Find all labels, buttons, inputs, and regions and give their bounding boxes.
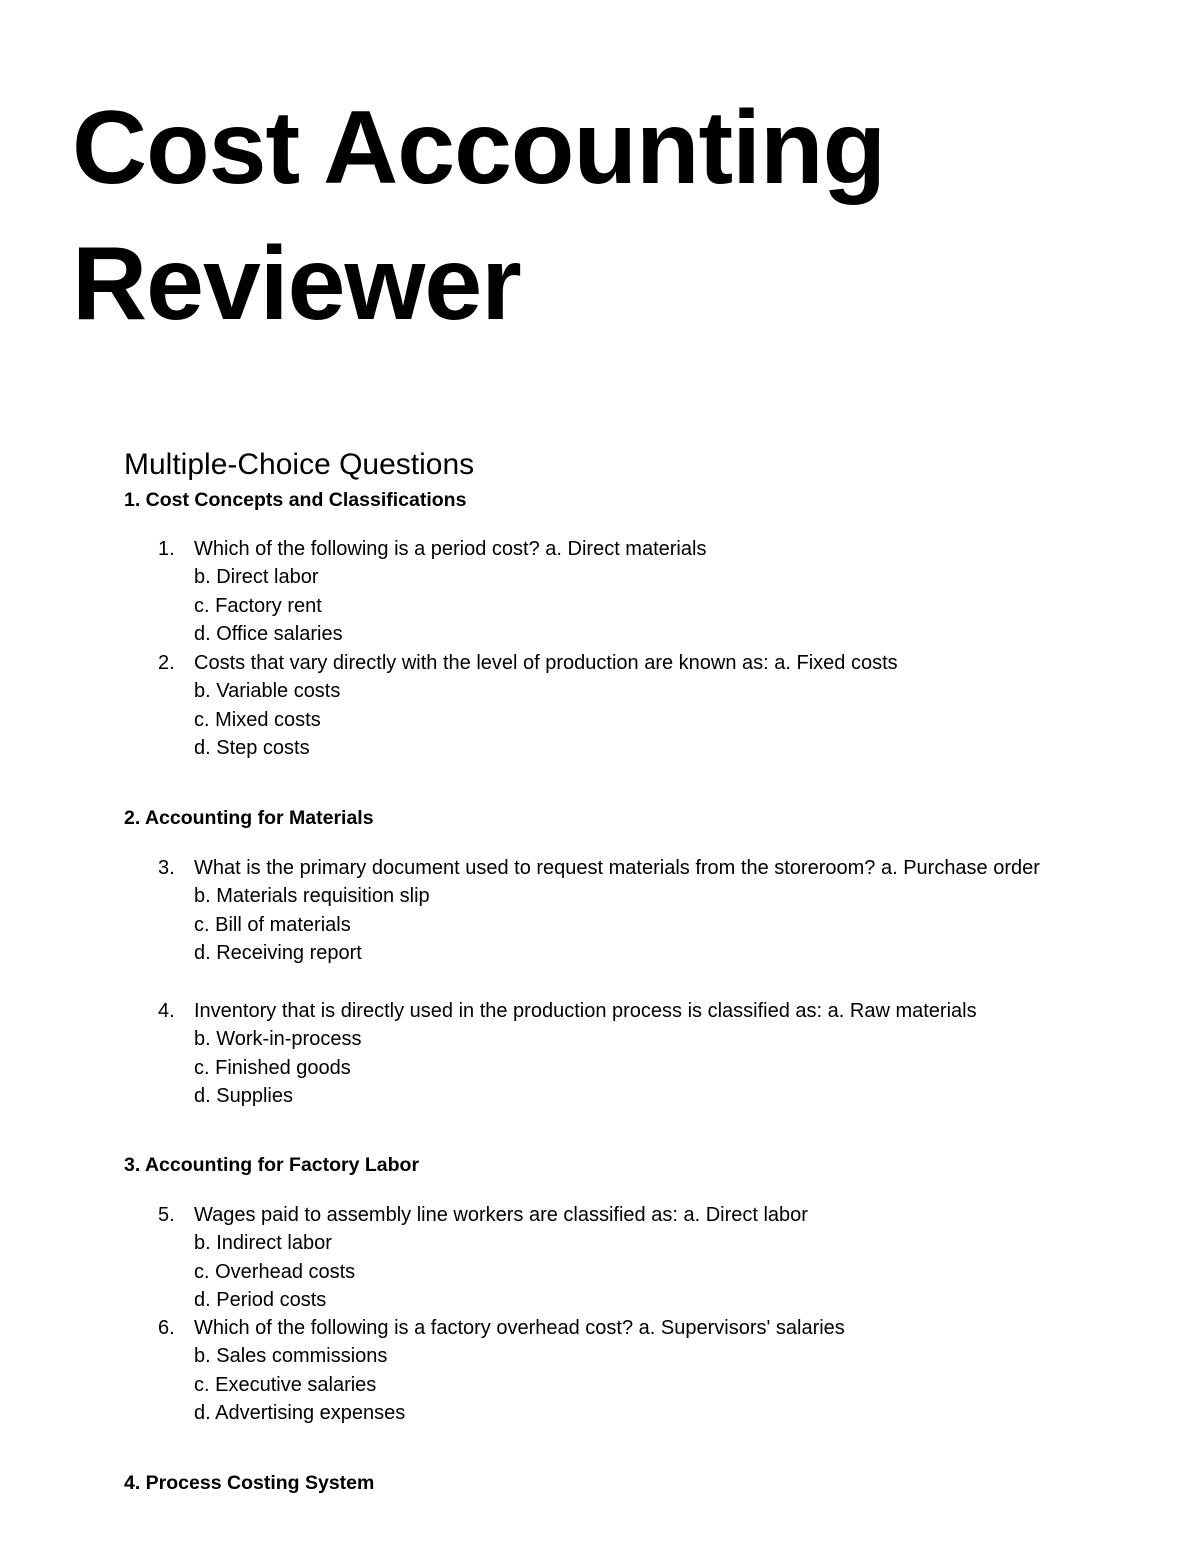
answer-option: b. Direct labor: [194, 566, 319, 589]
section-heading: Multiple-Choice Questions: [124, 448, 475, 481]
question-text: Costs that vary directly with the level of production are known as: a. Fixed costs: [194, 652, 898, 674]
answer-option: b. Variable costs: [194, 680, 341, 703]
answer-option: b. Indirect labor: [194, 1232, 332, 1255]
answer-option: b. Work-in-process: [194, 1028, 362, 1051]
answer-option: c. Finished goods: [194, 1056, 351, 1079]
topic-heading: 2. Accounting for Materials: [124, 807, 374, 829]
topic-heading: 1. Cost Concepts and Classifications: [124, 489, 467, 511]
answer-option: b. Materials requisition slip: [194, 885, 430, 908]
question-text: What is the primary document used to request materials from the storeroom? a. Purchase order: [194, 857, 1040, 879]
topic-heading: 3. Accounting for Factory Labor: [124, 1154, 420, 1176]
document-title-line-2: Reviewer: [72, 226, 521, 342]
answer-option: d. Step costs: [194, 737, 310, 760]
topic-heading: 4. Process Costing System: [124, 1472, 375, 1494]
question-item: [158, 535, 1088, 649]
question-number: 3.: [158, 857, 175, 879]
question-text: Which of the following is a factory overhead cost? a. Supervisors' salaries: [194, 1317, 845, 1339]
answer-option: c. Executive salaries: [194, 1373, 377, 1396]
answer-option: c. Bill of materials: [194, 913, 351, 936]
answer-option: d. Advertising expenses: [194, 1402, 406, 1425]
question-item: [158, 1314, 1088, 1428]
question-text: Which of the following is a period cost? a. Direct materials: [194, 538, 707, 560]
document-title-line-1: Cost Accounting: [72, 90, 886, 206]
question-number: 6.: [158, 1317, 175, 1339]
answer-option: d. Receiving report: [194, 942, 362, 965]
question-number: 1.: [158, 538, 175, 560]
answer-option: d. Supplies: [194, 1085, 293, 1108]
answer-option: c. Mixed costs: [194, 708, 321, 731]
question-number: 5.: [158, 1204, 175, 1226]
question-number: 2.: [158, 652, 175, 674]
question-number: 4.: [158, 1000, 175, 1022]
question-item: [158, 997, 1088, 1111]
question-text: Inventory that is directly used in the production process is classified as: a. Raw materials: [194, 1000, 977, 1022]
answer-option: c. Factory rent: [194, 594, 322, 617]
answer-option: d. Period costs: [194, 1289, 327, 1312]
answer-option: b. Sales commissions: [194, 1345, 388, 1368]
question-item: [158, 649, 1088, 763]
question-item: [158, 1201, 1088, 1315]
question-item: [158, 854, 1088, 968]
question-text: Wages paid to assembly line workers are classified as: a. Direct labor: [194, 1204, 808, 1226]
answer-option: c. Overhead costs: [194, 1260, 356, 1283]
answer-option: d. Office salaries: [194, 623, 343, 646]
